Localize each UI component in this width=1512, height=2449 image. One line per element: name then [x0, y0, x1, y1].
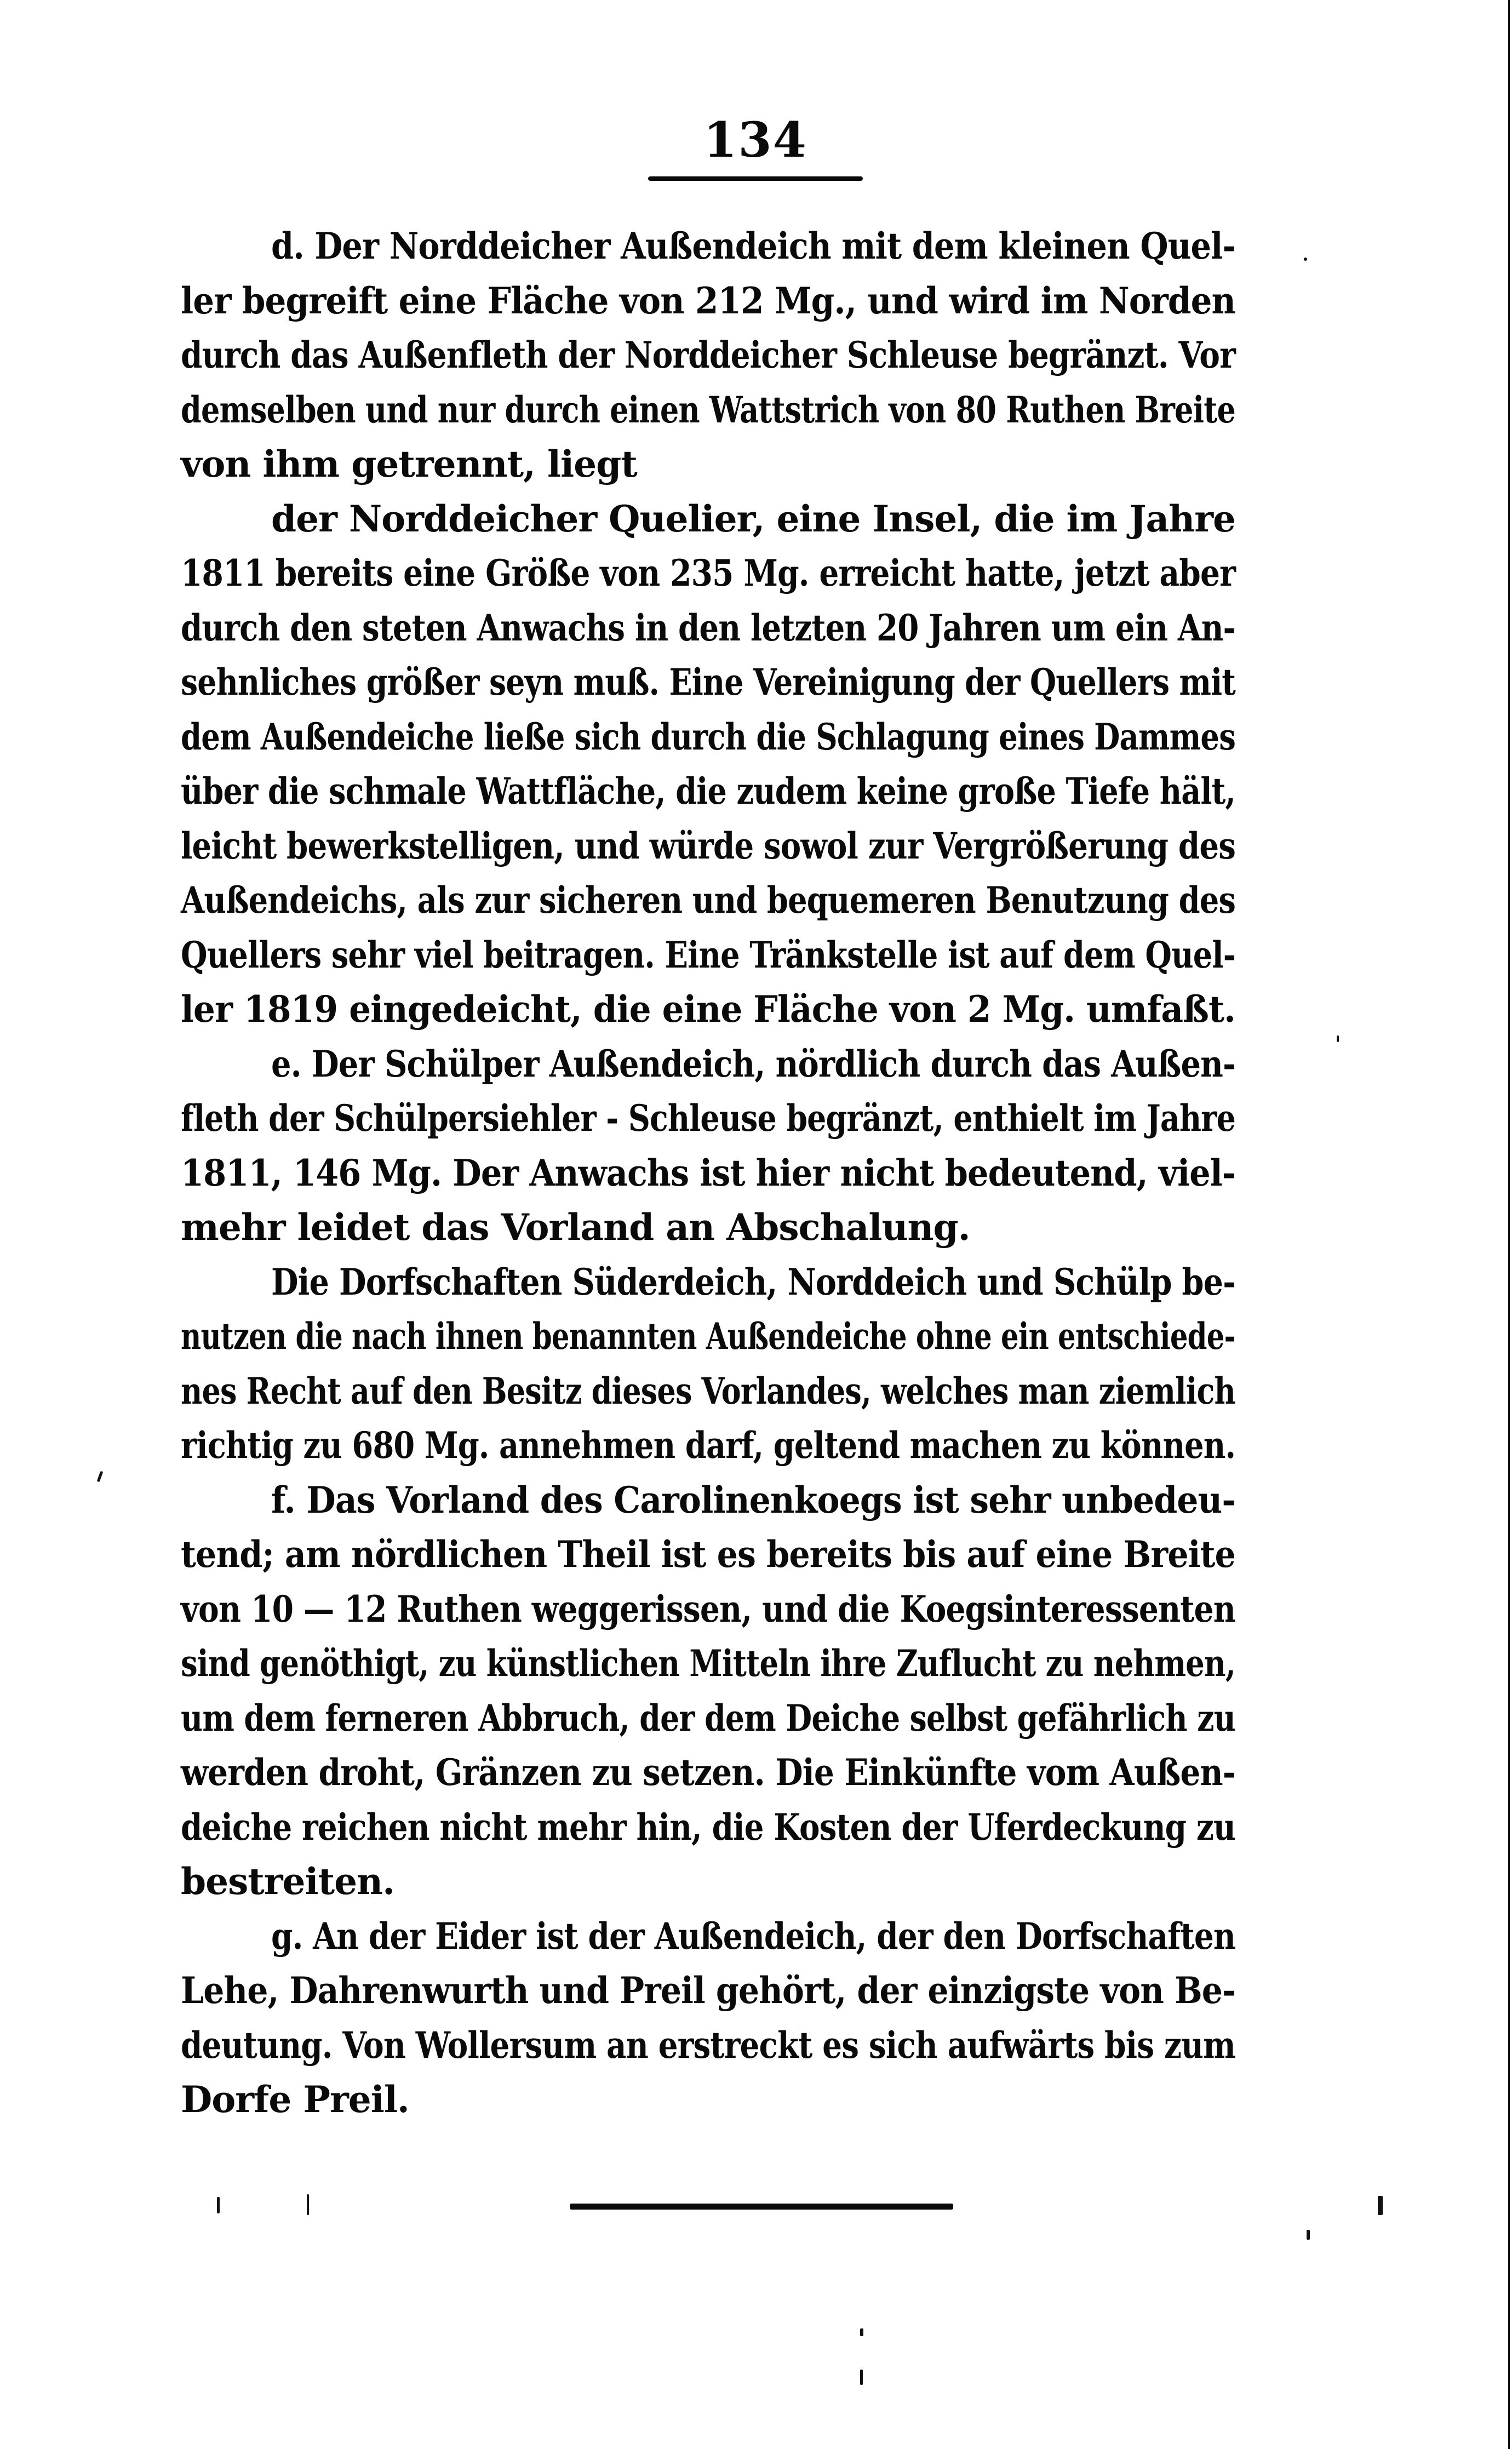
- line-text: f. Das Vorland des Carolinenkoegs ist sehr unbedeu-: [271, 1478, 1235, 1521]
- line-text: fleth der Schülpersiehler - Schleuse begränzt, enthielt im Jahre: [181, 1097, 1235, 1140]
- text-line: [181, 1418, 1235, 1473]
- text-line: [181, 764, 1235, 819]
- text-line: [181, 1527, 1235, 1582]
- line-text: deutung. Von Wollersum an erstreckt es sich aufwärts bis zum: [181, 2023, 1235, 2067]
- line-text: Lehe, Dahrenwurth und Preil gehört, der einzigste von Be-: [181, 1969, 1235, 2012]
- line-text: 1811, 146 Mg. Der Anwachs ist hier nicht bedeutend, viel-: [181, 1151, 1235, 1194]
- line-text: e. Der Schülper Außendeich, nördlich durch das Außen-: [271, 1042, 1235, 1085]
- scan-speck: [307, 2194, 309, 2215]
- scan-speck: [1337, 1035, 1339, 1042]
- line-text: nes Recht auf den Besitz dieses Vorlandes, welches man ziemlich: [181, 1369, 1235, 1412]
- text-line: [181, 437, 1235, 492]
- text-line: [181, 819, 1235, 874]
- line-text: durch das Außenfleth der Norddeicher Schleuse begränzt. Vor: [181, 334, 1235, 376]
- text-line: [181, 873, 1235, 928]
- line-text: leicht bewerkstelligen, und würde sowol zur Vergrößerung des: [181, 824, 1235, 867]
- text-line: [181, 383, 1235, 438]
- body-text: [181, 219, 1235, 2127]
- scan-speck: [860, 2370, 863, 2385]
- line-text: von 10 — 12 Ruthen weggerissen, und die Koegsinteressenten: [181, 1587, 1235, 1630]
- line-text: tend; am nördlichen Theil ist es bereits bis auf eine Breite: [181, 1533, 1235, 1576]
- line-text: g. An der Eider ist der Außendeich, der den Dorfschaften: [271, 1914, 1235, 1958]
- scan-speck: [217, 2197, 220, 2213]
- line-text: werden droht, Gränzen zu setzen. Die Einkünfte vom Außen-: [181, 1751, 1235, 1794]
- line-text: um dem ferneren Abbruch, der dem Deiche selbst gefährlich zu: [181, 1696, 1235, 1740]
- text-line: [181, 1364, 1235, 1419]
- text-line: [181, 710, 1235, 765]
- line-text: bestreiten.: [181, 1860, 395, 1903]
- text-line: [181, 982, 1235, 1037]
- line-text: der Norddeicher Quelier, eine Insel, die im Jahre: [271, 497, 1235, 540]
- line-text: demselben und nur durch einen Wattstrich von 80 Ruthen Breite: [181, 388, 1235, 431]
- scan-edge-line: [1508, 0, 1510, 2449]
- line-text: ler begreift eine Fläche von 212 Mg., und wird im Norden: [181, 279, 1235, 322]
- line-text: Die Dorfschaften Süderdeich, Norddeich und Schülp be-: [271, 1260, 1235, 1303]
- text-line: [181, 1582, 1235, 1637]
- text-line: [181, 1855, 1235, 1909]
- line-text: über die schmale Wattfläche, die zudem keine große Tiefe hält,: [181, 770, 1235, 812]
- text-line: [181, 1037, 1235, 1092]
- line-text: Quellers sehr viel beitragen. Eine Tränkstelle ist auf dem Quel-: [181, 933, 1235, 976]
- text-line: [181, 1691, 1235, 1746]
- text-line: [181, 328, 1235, 383]
- line-text: sehnliches größer seyn muß. Eine Vereinigung der Quellers mit: [181, 661, 1235, 703]
- text-line: [181, 601, 1235, 656]
- line-text: d. Der Norddeicher Außendeich mit dem kleinen Quel-: [271, 225, 1235, 267]
- text-line: [181, 928, 1235, 983]
- text-line: [181, 1091, 1235, 1146]
- text-line: [181, 1309, 1235, 1364]
- text-line: [181, 1146, 1235, 1201]
- text-line: [181, 492, 1235, 547]
- page-number: 134: [703, 111, 807, 168]
- line-text: mehr leidet das Vorland an Abschalung.: [181, 1206, 970, 1249]
- text-line: [181, 655, 1235, 710]
- text-line: [181, 1909, 1235, 1964]
- scan-speck: [1378, 2196, 1383, 2215]
- footer-rule: [570, 2204, 953, 2210]
- line-text: nutzen die nach ihnen benannten Außendeiche ohne ein entschiede-: [181, 1315, 1235, 1358]
- line-text: dem Außendeiche ließe sich durch die Schlagung eines Dammes: [181, 715, 1235, 758]
- line-text: 1811 bereits eine Größe von 235 Mg. erreicht hatte, jetzt aber: [181, 552, 1235, 594]
- text-line: [181, 546, 1235, 601]
- text-line: [181, 2073, 1235, 2127]
- line-text: Dorfe Preil.: [181, 2078, 409, 2121]
- text-line: [181, 274, 1235, 329]
- text-line: [181, 1637, 1235, 1691]
- text-line: [181, 1746, 1235, 1800]
- scan-speck: [860, 2328, 863, 2336]
- scan-speck: [1304, 258, 1307, 261]
- text-line: [181, 2018, 1235, 2073]
- line-text: durch den steten Anwachs in den letzten 20 Jahren um ein An-: [181, 606, 1235, 649]
- line-text: von ihm getrennt, liegt: [181, 443, 637, 485]
- scan-speck: [1307, 2230, 1310, 2240]
- line-text: richtig zu 680 Mg. annehmen darf, geltend machen zu können.: [181, 1424, 1235, 1467]
- line-text: deiche reichen nicht mehr hin, die Kosten der Uferdeckung zu: [181, 1805, 1235, 1849]
- text-line: [181, 1473, 1235, 1528]
- text-line: [181, 1800, 1235, 1855]
- line-text: ler 1819 eingedeicht, die eine Fläche von 2 Mg. umfaßt.: [181, 988, 1235, 1031]
- text-line: [181, 1255, 1235, 1310]
- header-rule: [648, 176, 863, 181]
- text-line: [181, 1200, 1235, 1255]
- text-line: [181, 1964, 1235, 2018]
- line-text: Außendeichs, als zur sicheren und bequemeren Benutzung des: [181, 879, 1235, 922]
- text-line: [181, 219, 1235, 274]
- scan-speck: [97, 1471, 104, 1483]
- line-text: sind genöthigt, zu künstlichen Mitteln ihre Zuflucht zu nehmen,: [181, 1642, 1235, 1685]
